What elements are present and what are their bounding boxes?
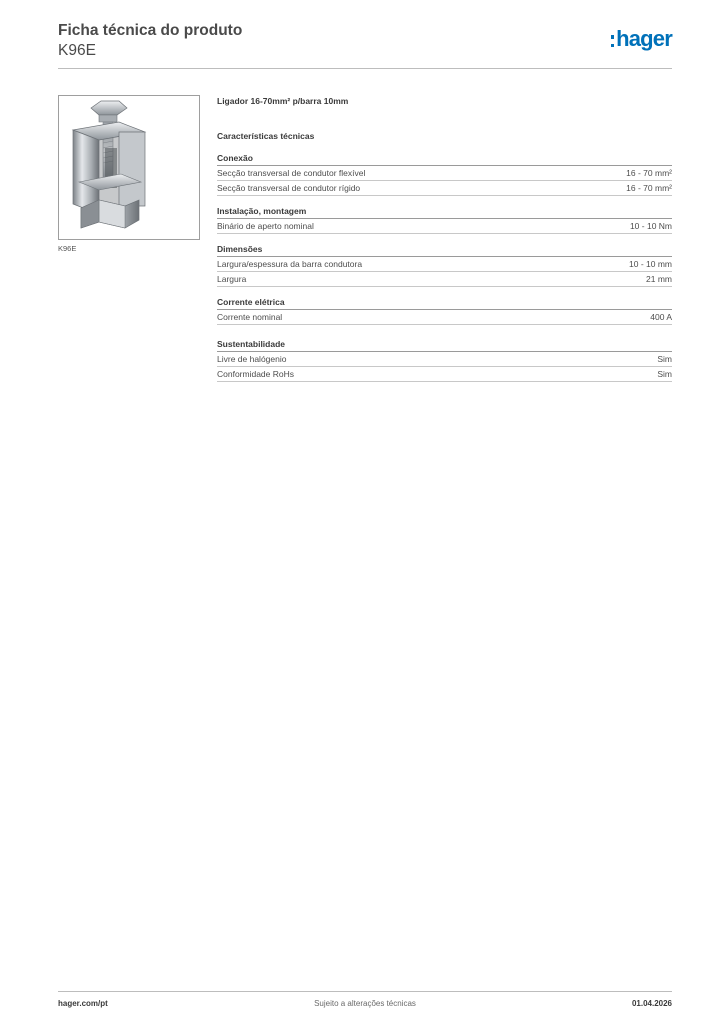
spec-row [217, 310, 672, 325]
group-title: Corrente elétrica [217, 297, 672, 310]
spec-row [217, 257, 672, 272]
spec-label: Secção transversal de condutor flexível [217, 168, 366, 178]
spec-value: 16 - 70 mm² [626, 168, 672, 178]
spec-label: Corrente nominal [217, 312, 283, 322]
footer-date: 01.04.2026 [631, 999, 672, 1008]
spec-value: 400 A [650, 312, 672, 322]
spec-value: 10 - 10 Nm [629, 221, 672, 231]
spec-group-dimensions [217, 244, 672, 287]
spec-value: 16 - 70 mm² [626, 183, 672, 193]
product-code: K96E [58, 42, 96, 59]
document-title: Ficha técnica do produto [58, 22, 243, 39]
spec-label: Largura/espessura da barra condutora [217, 259, 363, 269]
spec-group-installation [217, 206, 672, 234]
product-image-frame [58, 95, 200, 240]
spec-label: Largura [217, 274, 247, 284]
spec-value: 21 mm [646, 274, 672, 284]
group-title: Conexão [217, 153, 672, 166]
spec-row [217, 367, 672, 382]
product-description: Ligador 16-70mm² p/barra 10mm [217, 96, 349, 106]
spec-label: Conformidade RoHs [217, 369, 295, 379]
technical-characteristics-heading: Características técnicas [217, 131, 315, 141]
spec-row [217, 352, 672, 367]
spec-row [217, 166, 672, 181]
spec-group-connection [217, 153, 672, 196]
spec-row [217, 219, 672, 234]
spec-group-electrical-current [217, 297, 672, 325]
hager-logo [611, 28, 672, 50]
spec-label: Livre de halógenio [217, 354, 287, 364]
group-title: Instalação, montagem [217, 206, 672, 219]
logo-colon-icon [611, 35, 615, 47]
group-title: Dimensões [217, 244, 672, 257]
footer-notice: Sujeito a alterações técnicas [314, 999, 416, 1008]
group-title: Sustentabilidade [217, 339, 672, 352]
spec-value: Sim [657, 354, 672, 364]
spec-content [217, 96, 672, 382]
page-footer [58, 991, 672, 1012]
spec-value: 10 - 10 mm [629, 259, 672, 269]
spec-value: Sim [657, 369, 672, 379]
spec-label: Binário de aperto nominal [217, 221, 314, 231]
spec-row [217, 272, 672, 287]
page-header [58, 22, 672, 69]
spec-row [217, 181, 672, 196]
footer-website: hager.com/pt [58, 999, 108, 1008]
cable-clamp-image [59, 96, 199, 239]
logo-text: hager [616, 26, 672, 51]
product-image-caption: K96E [58, 244, 77, 253]
spec-group-sustainability [217, 339, 672, 382]
spec-label: Secção transversal de condutor rígido [217, 183, 361, 193]
